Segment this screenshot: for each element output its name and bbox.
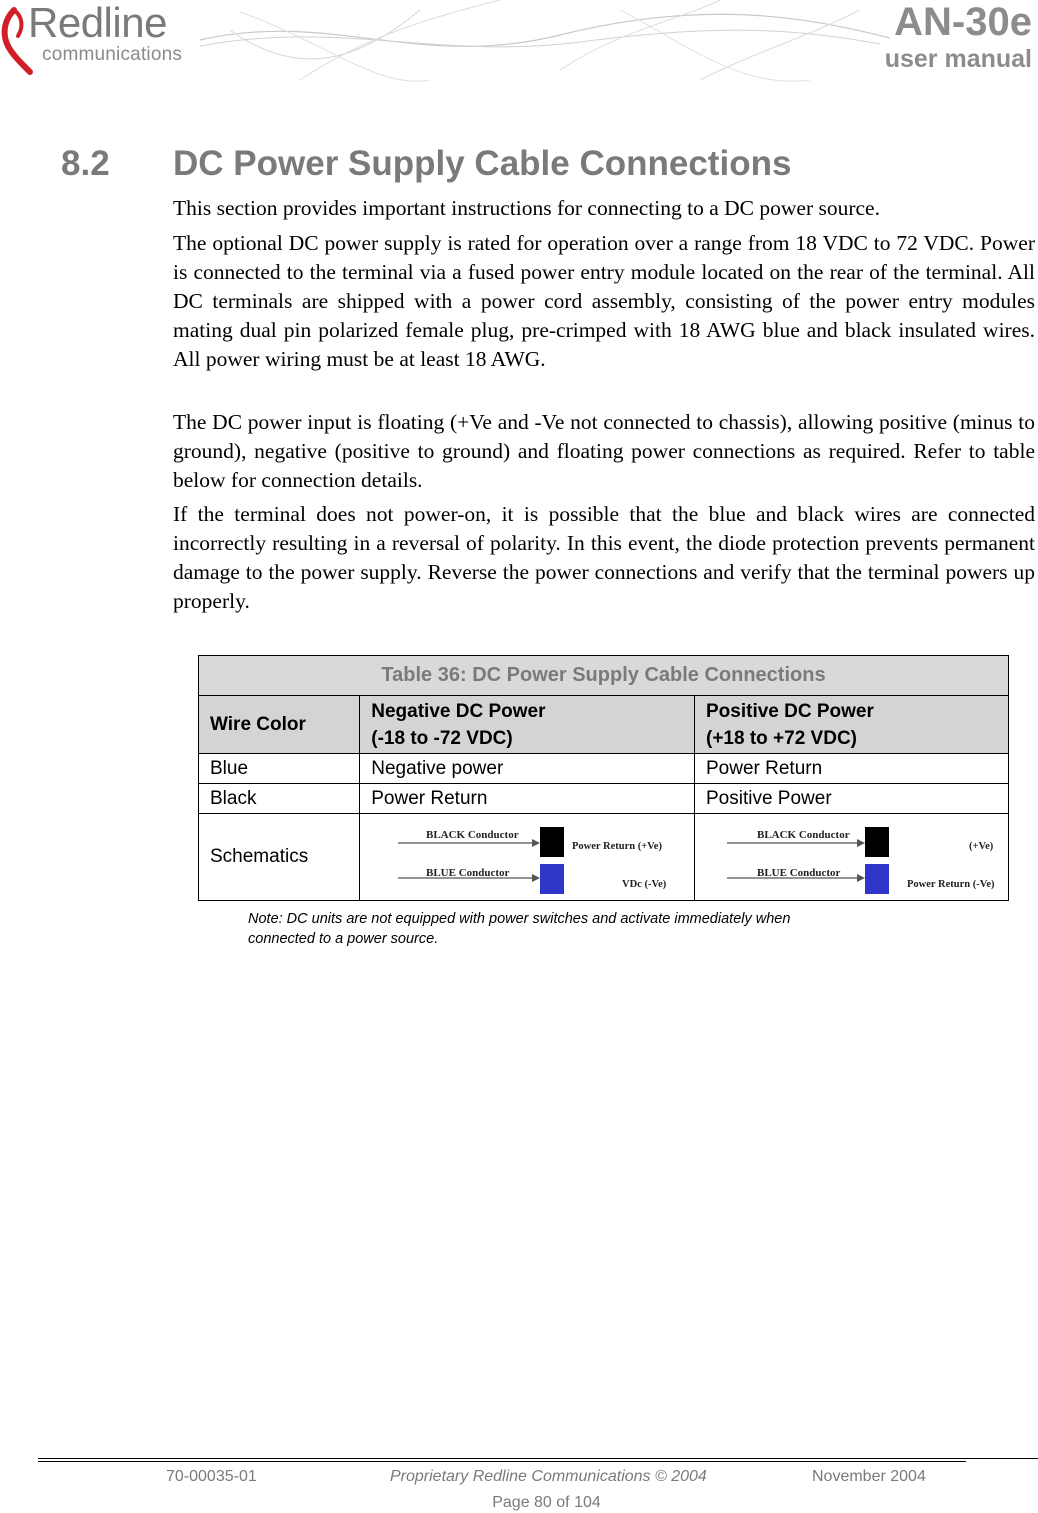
black-terminal-block (865, 827, 889, 857)
blue-terminal-block (865, 864, 889, 894)
schematic-positive-diagram (699, 814, 1004, 894)
table-caption-row (199, 656, 1009, 696)
section-title: DC Power Supply Cable Connections (173, 144, 792, 183)
header-wire-color: Wire Color (199, 696, 360, 754)
header-positive-dc-title: Positive DC Power (706, 700, 874, 722)
blue-terminal-block (540, 864, 564, 894)
footer-date: November 2004 (812, 1468, 926, 1485)
logo-wordmark: Redline (28, 0, 167, 46)
schematic-negative-diagram (364, 814, 684, 894)
positive-black-terminal-label: (+Ve) (969, 841, 994, 852)
positive-blue-conductor-label: BLUE Conductor (757, 867, 841, 879)
footer-proprietary: Proprietary Redline Communications © 2004 (390, 1468, 707, 1485)
cell-negative: Negative power (360, 754, 695, 784)
cell-wire-color: Blue (199, 754, 360, 784)
negative-blue-terminal-label: VDc (-Ve) (622, 879, 667, 890)
table-note-line1: Note: DC units are not equipped with power switches and activate immediately when (248, 911, 791, 927)
cell-negative: Power Return (360, 784, 695, 814)
cell-schematics-label: Schematics (199, 814, 360, 901)
positive-blue-terminal-label: Power Return (-Ve) (907, 879, 995, 890)
header-negative-dc-title: Negative DC Power (371, 700, 546, 722)
cell-wire-color: Black (199, 784, 360, 814)
table-note-line2: connected to a power source. (248, 931, 439, 947)
footer-doc-number: 70-00035-01 (166, 1468, 257, 1485)
redline-logo (0, 0, 215, 74)
paragraph-troubleshoot: If the terminal does not power-on, it is possible that the blue and black wires are connected incorrectly resulting in a reversal of polarity. In this event, the diode protection prevents permanent damage to the power supply. Reverse the power connections and verify that the terminal powers up properly. (173, 502, 1035, 613)
product-name: AN-30e (894, 0, 1032, 44)
table-row (199, 784, 1009, 814)
header-positive-dc-range: (+18 to +72 VDC) (706, 727, 857, 749)
header-negative-dc-range: (-18 to -72 VDC) (371, 727, 513, 749)
paragraph-floating: The DC power input is floating (+Ve and -Ve not connected to chassis), allowing positive (minus to ground), negative (positive to ground) and floating power connections as required. Refer to table below for connection details. (173, 410, 1035, 492)
section-number: 8.2 (61, 144, 110, 183)
negative-black-conductor-label: BLACK Conductor (426, 829, 519, 841)
page-header (0, 0, 1038, 95)
positive-black-conductor-label: BLACK Conductor (757, 829, 850, 841)
schematic-positive (695, 814, 1009, 901)
cell-positive: Power Return (695, 754, 1009, 784)
table-note (248, 909, 928, 949)
table-caption: Table 36: DC Power Supply Cable Connections (199, 656, 1009, 696)
negative-blue-conductor-label: BLUE Conductor (426, 867, 510, 879)
header-positive-dc (695, 696, 1009, 754)
dc-connections-table (198, 655, 1009, 901)
footer-divider (38, 1458, 1038, 1459)
negative-black-terminal-label: Power Return (+Ve) (572, 841, 663, 852)
schematic-negative (360, 814, 695, 901)
footer-page-number: Page 80 of 104 (492, 1494, 601, 1511)
cell-positive: Positive Power (695, 784, 1009, 814)
manual-label: user manual (884, 45, 1032, 73)
paragraph-intro: This section provides important instructions for connecting to a DC power source. (173, 196, 880, 220)
footer-divider-secondary (38, 1461, 966, 1462)
paragraph-rating: The optional DC power supply is rated for operation over a range from 18 VDC to 72 VDC. Power is connected to the terminal via a fused power entry module located on the rear of the terminal. All DC terminals are shipped with a power cord assembly, consisting of the power entry modules mating dual pin polarized female plug, pre-crimped with 18 AWG blue and black insulated wires. All power wiring must be at least 18 AWG. (173, 231, 1035, 371)
table-row-schematics (199, 814, 1009, 901)
table-header-row (199, 696, 1009, 754)
black-terminal-block (540, 827, 564, 857)
table-row (199, 754, 1009, 784)
header-negative-dc (360, 696, 695, 754)
logo-subtitle: communications (42, 44, 183, 65)
